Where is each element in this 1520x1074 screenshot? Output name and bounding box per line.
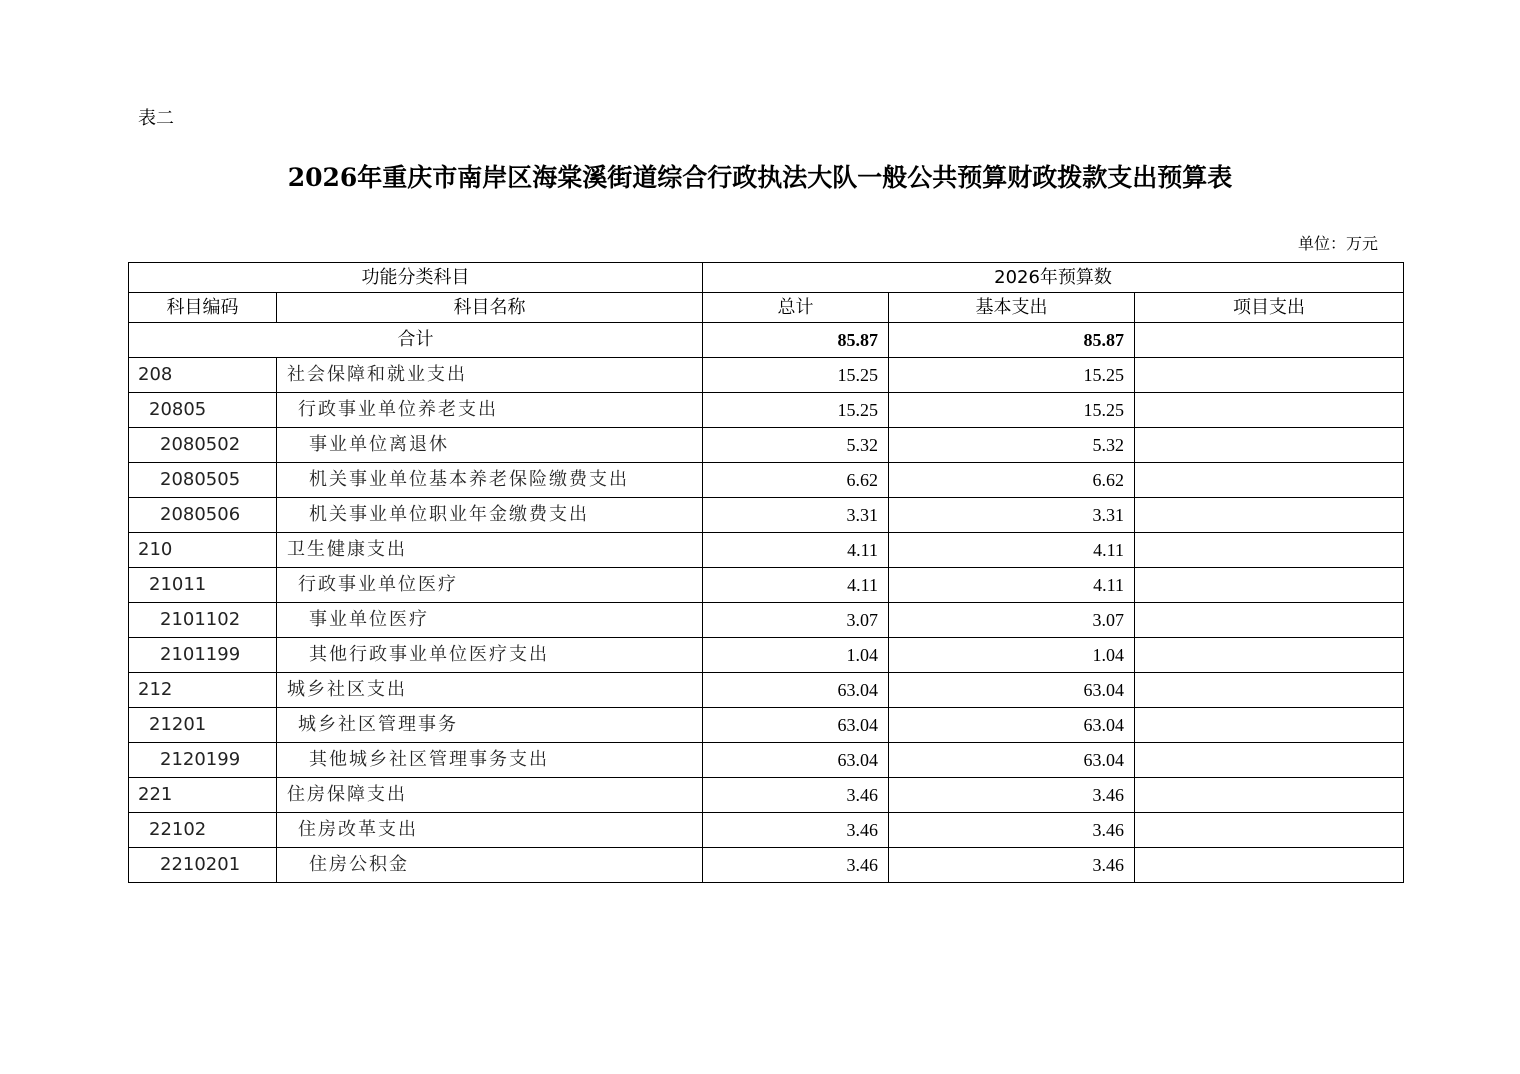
row-project	[1135, 358, 1404, 393]
row-code: 20805	[129, 393, 277, 428]
row-total: 15.25	[703, 393, 889, 428]
row-project	[1135, 533, 1404, 568]
row-basic: 5.32	[889, 428, 1135, 463]
row-total: 3.46	[703, 848, 889, 883]
row-basic: 1.04	[889, 638, 1135, 673]
row-code: 21011	[129, 568, 277, 603]
row-total: 3.07	[703, 603, 889, 638]
row-total: 1.04	[703, 638, 889, 673]
total-row	[129, 323, 1404, 358]
row-total: 63.04	[703, 708, 889, 743]
table-row	[129, 358, 1404, 393]
row-project	[1135, 813, 1404, 848]
row-basic: 3.46	[889, 778, 1135, 813]
row-code: 212	[129, 673, 277, 708]
header-name: 科目名称	[277, 293, 703, 323]
row-project	[1135, 393, 1404, 428]
row-code: 221	[129, 778, 277, 813]
table-row	[129, 428, 1404, 463]
row-total: 3.31	[703, 498, 889, 533]
document-label: 表二	[138, 108, 174, 129]
header-functional-category: 功能分类科目	[129, 263, 703, 293]
row-project	[1135, 673, 1404, 708]
header-project: 项目支出	[1135, 293, 1404, 323]
row-total: 6.62	[703, 463, 889, 498]
row-code: 2080502	[129, 428, 277, 463]
row-total: 4.11	[703, 533, 889, 568]
row-basic: 3.46	[889, 813, 1135, 848]
row-project	[1135, 428, 1404, 463]
row-name: 其他行政事业单位医疗支出	[277, 638, 703, 673]
row-project	[1135, 568, 1404, 603]
row-code: 2210201	[129, 848, 277, 883]
row-basic: 6.62	[889, 463, 1135, 498]
row-basic: 15.25	[889, 393, 1135, 428]
row-total: 63.04	[703, 673, 889, 708]
row-project	[1135, 708, 1404, 743]
table-row	[129, 603, 1404, 638]
table-row	[129, 673, 1404, 708]
row-basic: 63.04	[889, 743, 1135, 778]
table-row	[129, 638, 1404, 673]
table-row	[129, 463, 1404, 498]
row-name: 其他城乡社区管理事务支出	[277, 743, 703, 778]
row-name: 住房改革支出	[277, 813, 703, 848]
row-total: 63.04	[703, 743, 889, 778]
row-total: 5.32	[703, 428, 889, 463]
row-name: 卫生健康支出	[277, 533, 703, 568]
row-name: 行政事业单位养老支出	[277, 393, 703, 428]
row-basic: 63.04	[889, 708, 1135, 743]
row-name: 住房公积金	[277, 848, 703, 883]
row-total: 3.46	[703, 813, 889, 848]
row-basic: 63.04	[889, 673, 1135, 708]
row-code: 21201	[129, 708, 277, 743]
row-name: 城乡社区支出	[277, 673, 703, 708]
row-name: 住房保障支出	[277, 778, 703, 813]
unit-label: 单位：万元	[1297, 234, 1378, 253]
table-row	[129, 778, 1404, 813]
total-label: 合计	[129, 323, 703, 358]
row-name: 机关事业单位基本养老保险缴费支出	[277, 463, 703, 498]
row-project	[1135, 848, 1404, 883]
row-project	[1135, 603, 1404, 638]
row-code: 2101199	[129, 638, 277, 673]
row-total: 15.25	[703, 358, 889, 393]
row-total: 4.11	[703, 568, 889, 603]
header-basic: 基本支出	[889, 293, 1135, 323]
row-code: 2120199	[129, 743, 277, 778]
row-name: 机关事业单位职业年金缴费支出	[277, 498, 703, 533]
row-code: 22102	[129, 813, 277, 848]
row-project	[1135, 463, 1404, 498]
total-total: 85.87	[703, 323, 889, 358]
row-name: 事业单位离退休	[277, 428, 703, 463]
row-project	[1135, 778, 1404, 813]
header-code: 科目编码	[129, 293, 277, 323]
row-total: 3.46	[703, 778, 889, 813]
row-basic: 4.11	[889, 533, 1135, 568]
table-row	[129, 813, 1404, 848]
table-row	[129, 708, 1404, 743]
row-project	[1135, 498, 1404, 533]
row-basic: 3.46	[889, 848, 1135, 883]
row-name: 事业单位医疗	[277, 603, 703, 638]
header-total: 总计	[703, 293, 889, 323]
row-code: 2080506	[129, 498, 277, 533]
row-basic: 3.31	[889, 498, 1135, 533]
row-name: 城乡社区管理事务	[277, 708, 703, 743]
table-row	[129, 848, 1404, 883]
row-project	[1135, 638, 1404, 673]
row-code: 2101102	[129, 603, 277, 638]
row-code: 2080505	[129, 463, 277, 498]
row-name: 行政事业单位医疗	[277, 568, 703, 603]
document-title: 2026年重庆市南岸区海棠溪街道综合行政执法大队一般公共预算财政拨款支出预算表	[287, 163, 1233, 192]
total-project	[1135, 323, 1404, 358]
header-row-2	[129, 293, 1404, 323]
table-row	[129, 568, 1404, 603]
row-project	[1135, 743, 1404, 778]
header-budget-year: 2026年预算数	[703, 263, 1404, 293]
table-row	[129, 498, 1404, 533]
row-code: 210	[129, 533, 277, 568]
total-basic: 85.87	[889, 323, 1135, 358]
table-row	[129, 393, 1404, 428]
row-basic: 15.25	[889, 358, 1135, 393]
row-code: 208	[129, 358, 277, 393]
table-row	[129, 533, 1404, 568]
budget-table	[128, 262, 1404, 883]
header-row-1	[129, 263, 1404, 293]
row-basic: 3.07	[889, 603, 1135, 638]
row-name: 社会保障和就业支出	[277, 358, 703, 393]
table-row	[129, 743, 1404, 778]
row-basic: 4.11	[889, 568, 1135, 603]
